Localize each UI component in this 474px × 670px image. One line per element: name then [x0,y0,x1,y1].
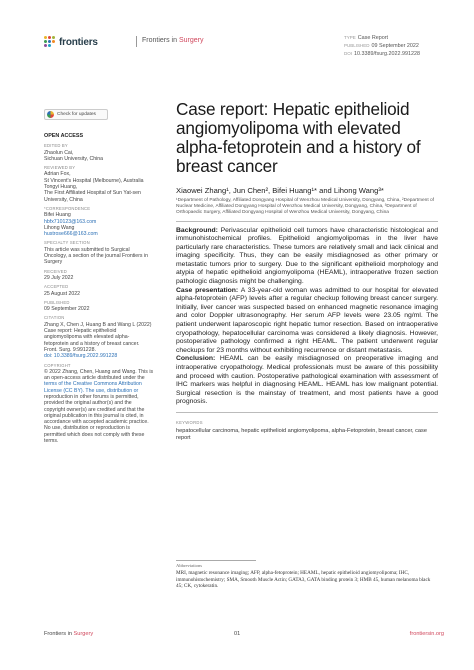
sidebar-line: fetoprotein and a history of breast cancer. [44,340,140,347]
sidebar-section-value [44,212,164,237]
sidebar-section-label: PUBLISHED [44,299,70,305]
meta-doi: DOI 10.3389/fsurg.2022.991228 [344,51,420,57]
sidebar-line: Zhang X, Chen J, Huang B and Wang L (2022) [44,321,152,328]
sidebar-line: University, China [44,196,83,203]
sidebar-line: accordance with accepted academic practice. [44,419,149,426]
sidebar-section-label: REVIEWED BY [44,165,76,171]
sidebar-line: an open-access article distributed under the [44,375,145,382]
keywords: hepatocellular carcinoma, hepatic epithelioid angiomyolipoma, alpha-Fetoprotein, breast cancer, case report [176,428,427,442]
sidebar-line: 29 July 2022 [44,274,74,281]
frontiers-logo[interactable] [44,36,98,48]
article-meta [344,34,420,58]
article-title: Case report: Hepatic epithelioid angiomyolipoma with elevated alpha-fetoprotein and a history of breast cancer [176,99,421,176]
check-for-updates-button[interactable] [44,109,108,120]
abbreviations-heading: Abbreviations [176,563,203,568]
sidebar-section-label: SPECIALTY SECTION [44,240,90,246]
journal-name[interactable] [142,37,203,44]
sidebar-line: 09 September 2022 [44,306,90,313]
sidebar-line: reproduction in other forums is permitted, [44,393,139,400]
sidebar-section-label: COPYRIGHT [44,362,71,368]
sidebar-section-value [44,369,164,445]
divider [176,412,438,413]
header-divider [136,36,137,47]
sidebar-section-label: ACCEPTED [44,284,69,290]
sidebar-line: Tongyi Huang, [44,184,78,191]
sidebar-line: Adrian Fox, [44,171,71,178]
sidebar-line: St Vincent's Hospital (Melbourne), Australia [44,177,144,184]
sidebar-line: Surgery [44,259,63,266]
sidebar-link[interactable]: hustrose666@163.com [44,231,98,238]
sidebar-link[interactable]: terms of the Creative Commons Attribution [44,381,142,388]
sidebar-line: angiomyolipoma with elevated alpha- [44,334,130,341]
sidebar-line: permitted which does not comply with these [44,431,145,438]
journal-accent: Surgery [178,37,204,44]
sidebar-section-label: CITATION [44,315,65,321]
sidebar-line: Sichuan University, China [44,155,104,162]
sidebar-section-value [44,322,164,360]
footer-journal[interactable]: Frontiers in Surgery [44,631,94,637]
sidebar-section-value [44,171,164,202]
divider [176,221,438,222]
sidebar-line: © 2022 Zhang, Chen, Huang and Wang. This is [44,368,154,375]
open-access-label: OPEN ACCESS [44,133,84,139]
sidebar-line: Case report: Hepatic epithelioid [44,328,117,335]
journal-prefix: Frontiers in [142,37,179,44]
abstract-conclusion: Conclusion: HEAML can be easily misdiagnosed on preoperative imaging and intraoperative cryopathology. Medical professionals must be aware of this possibility and proceed with caution. Postoperative pathological examination with assessment of IHC markers was helpful in diagnosing HEAML. HEAML has low malignant potential. Surgical resection is the mainstay of treatment, and most patients have a good prognosis. [176,355,438,406]
sidebar-section-value [44,306,164,312]
footer-site-link[interactable]: frontiersin.org [409,631,444,637]
sidebar-section-value [44,150,164,163]
abbreviations [176,563,438,589]
sidebar-link[interactable]: doi: 10.3389/fsurg.2022.991228 [44,353,118,360]
sidebar-line: No use, distribution or reproduction is [44,425,130,432]
page-number: 01 [234,631,241,637]
abstract-background: Background: Perivascular epithelioid cell tumors have characteristic histological and immunohistochemical profiles. Epithelioid angiomyolipomas in the liver have particularly rare characteristics. These tumors are relatively small and lack clinical and imaging specificity. Thus, they can be easily misdiagnosed as other primary or metastatic tumors prior to surgery. Due to the significant epithelioid morphology and atypia of hepatic epithelioid angiomyolipoma (HEAML), intraoperative frozen section pathologic diagnosis might be challenging. [176,226,438,286]
sidebar-line: Bifei Huang [44,212,71,219]
frontiers-logo-icon [44,36,56,48]
sidebar-section-label: *CORRESPONDENCE [44,205,91,211]
keywords-heading: KEYWORDS [176,420,203,426]
affiliations: ¹Department of Pathology, Affiliated Dongyang Hospital of Wenzhou Medical University, Dongyang, China, ²Department of Nuclear Medicine, Affiliated Dongyang Hospital of Wenzhou Medical University, Dongyang, China, ³Department of Orthopaedic Surgery, Affiliated Dongyang Hospital of Wenzhou Medical University, Dongyang, China [176,198,435,215]
sidebar-line: copyright owner(s) are credited and that the [44,406,145,413]
meta-published: PUBLISHED 09 September 2022 [344,43,419,49]
sidebar-line: The First Affiliated Hospital of Sun Yat-sen [44,190,141,197]
main-content [176,100,438,442]
sidebar-line: Front. Surg. 9:991228. [44,346,96,353]
sidebar-line: 25 August 2022 [44,290,81,297]
sidebar [44,133,164,444]
abstract-case: Case presentation: A 33-year-old woman was admitted to our hospital for elevated alpha-fetoprotein (AFP) levels after a regular checkup following breast cancer surgery. Initially, liver cancer was suspected based on enhanced magnetic resonance imaging and color Doppler ultrasonography. Her serum AFP levels were 23.05 ng/ml. The patient underwent laparoscopic right hepatic tumor resection. Based on intraoperative cryopathology, hepatocellular carcinoma was considered a likely diagnosis. However, postoperative pathology confirmed a right HEAML. The patient underwent regular checkups for 23 months without exhibiting recurrence or distant metastasis. [176,286,438,354]
logo-text: frontiers [59,36,98,48]
sidebar-section-value [44,275,164,281]
sidebar-sections [44,143,164,444]
sidebar-section-value [44,291,164,297]
abbreviations-text: MRI, magnetic resonance imaging; AFP, alpha-fetoprotein; HEAML, hepatic epithelioid angiomyolipoma; IHC, immunohistochemistry; SMA, Smooth Muscle Actin; GATA3, GATA binding protein 3; HMB 45, human melanoma black 45; CK, cytokeratin. [176,570,431,589]
sidebar-line: Oncology, a section of the journal Frontiers in [44,253,148,260]
meta-type: TYPE Case Report [344,35,389,41]
sidebar-line: Lihong Wang [44,224,75,231]
sidebar-line: original publication in this journal is cited, in [44,412,144,419]
sidebar-line: provided the original author(s) and the [44,400,132,407]
sidebar-section-value [44,247,164,266]
sidebar-link[interactable]: hbfx710123@163.com [44,218,97,225]
abstract [176,227,438,407]
sidebar-link[interactable]: License (CC BY). The use, distribution or [44,387,139,394]
author-list: Xiaowei Zhang¹, Jun Chen², Bifei Huang¹* and Lihong Wang³* [176,186,384,195]
check-updates-label: Check for updates [57,112,96,117]
sidebar-section-label: EDITED BY [44,143,68,149]
sidebar-section-label: RECEIVED [44,268,68,274]
footnote-rule [176,560,256,561]
sidebar-line: This article was submitted to Surgical [44,246,130,253]
sidebar-line: Zhaolun Cai, [44,149,74,156]
check-updates-icon [47,111,54,118]
sidebar-line: terms. [44,438,59,445]
